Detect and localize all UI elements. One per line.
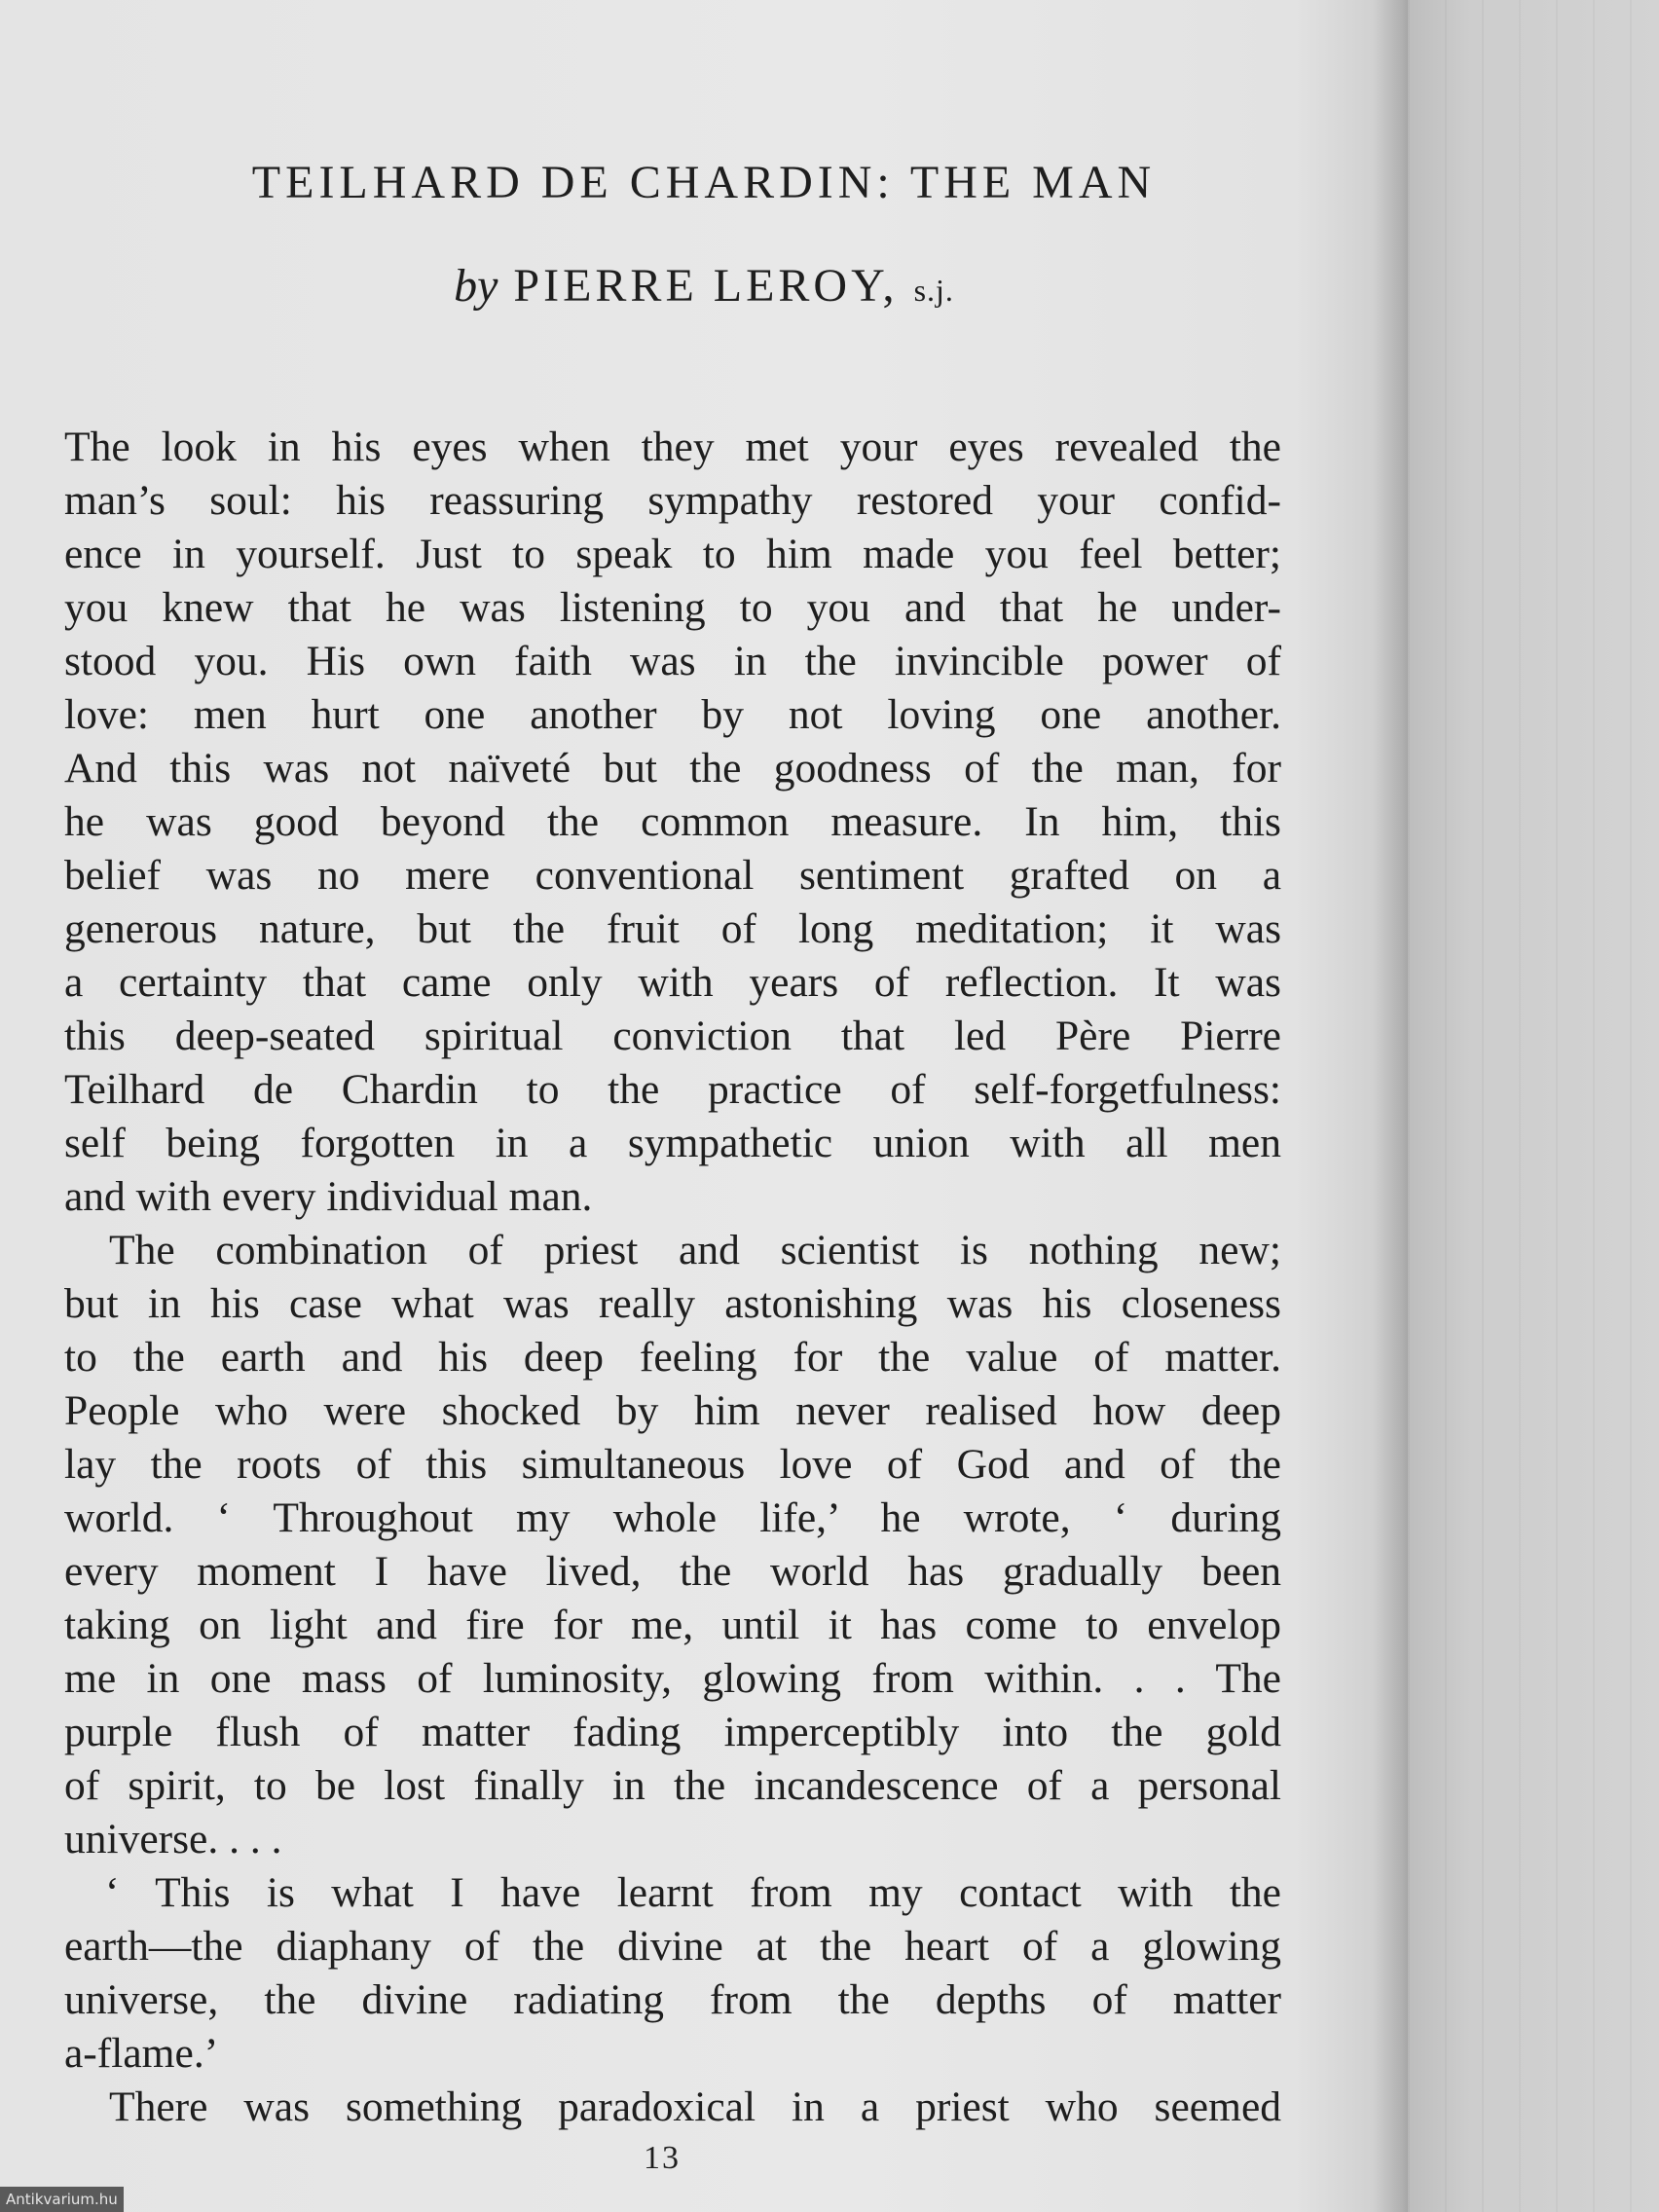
text-line: ence in yourself. Just to speak to him made you feel better; [64, 531, 1281, 577]
text-line: of spirit, to be lost finally in the incandescence of a personal [64, 1762, 1281, 1809]
text-line: universe, the divine radiating from the depths of matter [64, 1976, 1281, 2023]
text-line: lay the roots of this simultaneous love of God and of the [64, 1441, 1281, 1488]
text-line: earth—the diaphany of the divine at the heart of a glowing [64, 1923, 1281, 1970]
text-line: universe. . . . [64, 1816, 282, 1862]
text-line: purple flush of matter fading imperceptibly into the gold [64, 1709, 1281, 1755]
text-line: belief was no mere conventional sentiment grafted on a [64, 852, 1281, 899]
text-line: world. ‘ Throughout my whole life,’ he wrote, ‘ during [64, 1494, 1281, 1541]
next-page-edge [1408, 0, 1659, 2212]
text-line: ‘ This is what I have learnt from my contact with the [105, 1869, 1281, 1916]
text-line: a-flame.’ [64, 2030, 219, 2077]
page-number: 13 [644, 2140, 681, 2176]
text-line: to the earth and his deep feeling for the value of matter. [64, 1334, 1281, 1381]
byline-by: by [454, 260, 498, 312]
text-line: generous nature, but the fruit of long meditation; it was [64, 905, 1281, 952]
text-line: you knew that he was listening to you and that he under- [64, 584, 1281, 631]
text-line: The look in his eyes when they met your eyes revealed the [64, 424, 1281, 470]
text-line: and with every individual man. [64, 1173, 593, 1220]
text-line: a certainty that came only with years of reflection. It was [64, 959, 1281, 1006]
text-line: every moment I have lived, the world has gradually been [64, 1548, 1281, 1595]
text-line: People who were shocked by him never realised how deep [64, 1387, 1281, 1434]
text-line: stood you. His own faith was in the invincible power of [64, 638, 1281, 684]
watermark: Antikvarium.hu [0, 2187, 124, 2212]
text-line: self being forgotten in a sympathetic union with all men [64, 1120, 1281, 1166]
text-line: but in his case what was really astonishing was his closeness [64, 1280, 1281, 1327]
text-line: Teilhard de Chardin to the practice of self-forgetfulness: [64, 1066, 1281, 1113]
text-line: And this was not naïveté but the goodness of the man, for [64, 745, 1281, 792]
text-line: The combination of priest and scientist is nothing new; [109, 1227, 1281, 1273]
text-line: this deep-seated spiritual conviction that led Père Pierre [64, 1013, 1281, 1059]
text-line: he was good beyond the common measure. In him, this [64, 798, 1281, 845]
text-line: me in one mass of luminosity, glowing from within. . . The [64, 1655, 1281, 1702]
text-line: taking on light and fire for me, until it has come to envelop [64, 1602, 1281, 1648]
text-line: There was something paradoxical in a priest who seemed [109, 2083, 1281, 2130]
text-line: love: men hurt one another by not loving one another. [64, 691, 1281, 738]
text-line: man’s soul: his reassuring sympathy restored your confid- [64, 477, 1281, 524]
chapter-title: TEILHARD DE CHARDIN: THE MAN [251, 157, 1157, 208]
author-suffix: s.j. [913, 273, 954, 308]
byline [66, 259, 1342, 313]
author-name: PIERRE LEROY, [513, 260, 899, 312]
body-text [64, 421, 1281, 2134]
